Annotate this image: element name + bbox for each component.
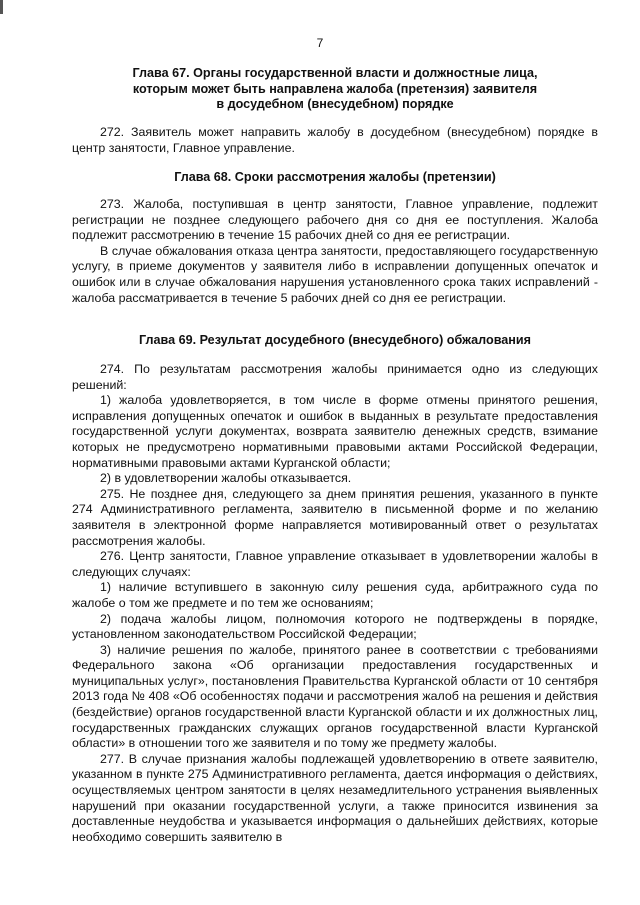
paragraph-272: 272. Заявитель может направить жалобу в досудебном (внесудебном) порядке в центр занятости, Главное управление. <box>72 125 598 155</box>
chapter-67-title-line-3: в досудебном (внесудебном) порядке <box>216 97 454 112</box>
chapter-68-heading <box>72 170 598 186</box>
paragraph-275: 275. Не позднее дня, следующего за днем принятия решения, указанного в пункте 274 Административного регламента, заявителю в письменной форме и по желанию заявителя в электронной форме направляется мотивированный ответ о результатах рассмотрения жалобы. <box>72 486 598 548</box>
paragraph-273: 273. Жалоба, поступившая в центр занятости, Главное управление, подлежит регистрации не позднее следующего рабочего дня со дня ее поступления. Жалоба подлежит рассмотрению в течение 15 рабочих дней со дня ее регистрации. <box>72 197 598 243</box>
chapter-69-heading <box>72 333 598 349</box>
paragraph-276-item-2: 2) подача жалобы лицом, полномочия которого не подтверждены в порядке, установленном законодательством Российской Федерации; <box>72 611 598 642</box>
chapter-67-title-line-2: которым может быть направлена жалоба (претензия) заявителя <box>132 81 538 96</box>
page-number: 7 <box>316 36 324 50</box>
chapter-69-title: Глава 69. Результат досудебного (внесудебного) обжалования <box>139 333 531 347</box>
paragraph-276-item-3: 3) наличие решения по жалобе, принятого ранее в соответствии с требованиями Федерального закона «Об организации предоставления государственных и муниципальных услуг», постановления Правительства Курганской области от 10 сентября 2013 года № 408 «Об особенностях подачи и рассмотрения жалоб на решения и действия (бездействие) органов государственной власти Курганской области и их должностных лиц, государственных гражданских служащих органов государственной власти Курганской области» в отношении того же заявителя и по тому же предмету жалобы. <box>72 642 598 751</box>
paragraph-276-item-1: 1) наличие вступившего в законную силу решения суда, арбитражного суда по жалобе о том же предмете и по тем же основаниям; <box>72 580 598 610</box>
chapter-68-body <box>72 197 598 306</box>
paragraph-273-b: В случае обжалования отказа центра занятости, предоставляющего государственную услугу, в приеме документов у заявителя либо в исправлении допущенных опечаток и ошибок или в случае обжалования нарушения установленного срока таких исправлений - жалоба рассматривается в течение 5 рабочих дней со дня ее регистрации. <box>72 243 598 305</box>
scan-edge-mark <box>0 0 3 14</box>
chapter-67-title-line-1: Глава 67. Органы государственной власти и должностные лица, <box>132 66 538 80</box>
paragraph-274-item-2: 2) в удовлетворении жалобы отказывается. <box>100 471 352 486</box>
paragraph-274: 274. По результатам рассмотрения жалобы принимается одно из следующих решений: <box>72 362 598 392</box>
chapter-69-body <box>72 362 598 845</box>
chapter-68-title: Глава 68. Сроки рассмотрения жалобы (претензии) <box>174 170 496 184</box>
paragraph-274-item-1: 1) жалоба удовлетворяется, в том числе в форме отмены принятого решения, исправления допущенных опечаток и ошибок в выданных в результате предоставления государственной услуги документах, возврата заявителю денежных средств, взимание которых не предусмотрено нормативными правовыми актами Российской Федерации, нормативными правовыми актами Курганской области; <box>72 393 598 470</box>
paragraph-272-block <box>72 125 598 156</box>
paragraph-276: 276. Центр занятости, Главное управление отказывает в удовлетворении жалобы в следующих случаях: <box>72 549 598 579</box>
paragraph-277: 277. В случае признания жалобы подлежащей удовлетворению в ответе заявителю, указанном в пункте 275 Административного регламента, дается информация о действиях, осуществляемых центром занятости в целях незамедлительного устранения выявленных нарушений при оказании государственной услуги, а также приносится извинения за доставленные неудобства и указывается информация о дальнейших действиях, которые необходимо совершить заявителю в <box>72 751 598 844</box>
chapter-67 <box>72 66 598 113</box>
